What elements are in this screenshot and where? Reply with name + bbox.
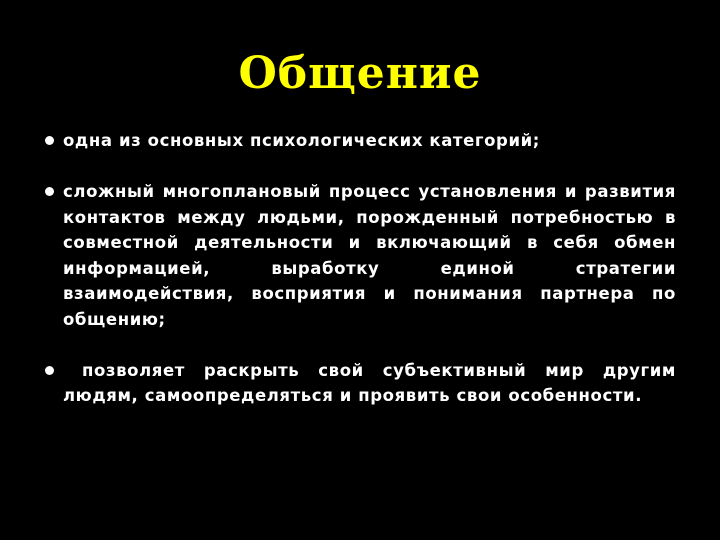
bullet-item-2 <box>44 179 676 332</box>
bullet-text: сложный многоплановый процесс установления и развития контактов между людьми, порожденный потребностью в совместной деятельности и включающий в себя обмен информацией, выработку единой стратегии взаимодействия, восприятия и понимания партнера по общению; <box>63 182 676 329</box>
bullet-text: одна из основных психологических категорий; <box>63 131 540 150</box>
bullet-item-3 <box>44 358 683 409</box>
slide-title: Общение <box>238 48 482 99</box>
bullet-dot-icon <box>45 187 54 196</box>
bullet-list <box>44 128 683 434</box>
bullet-item-1 <box>44 128 553 154</box>
bullet-dot-icon <box>45 366 54 375</box>
bullet-text: позволяет раскрыть свой субъективный мир другим людям, самоопределяться и проявить свои особенности. <box>63 360 683 405</box>
bullet-dot-icon <box>45 136 54 145</box>
